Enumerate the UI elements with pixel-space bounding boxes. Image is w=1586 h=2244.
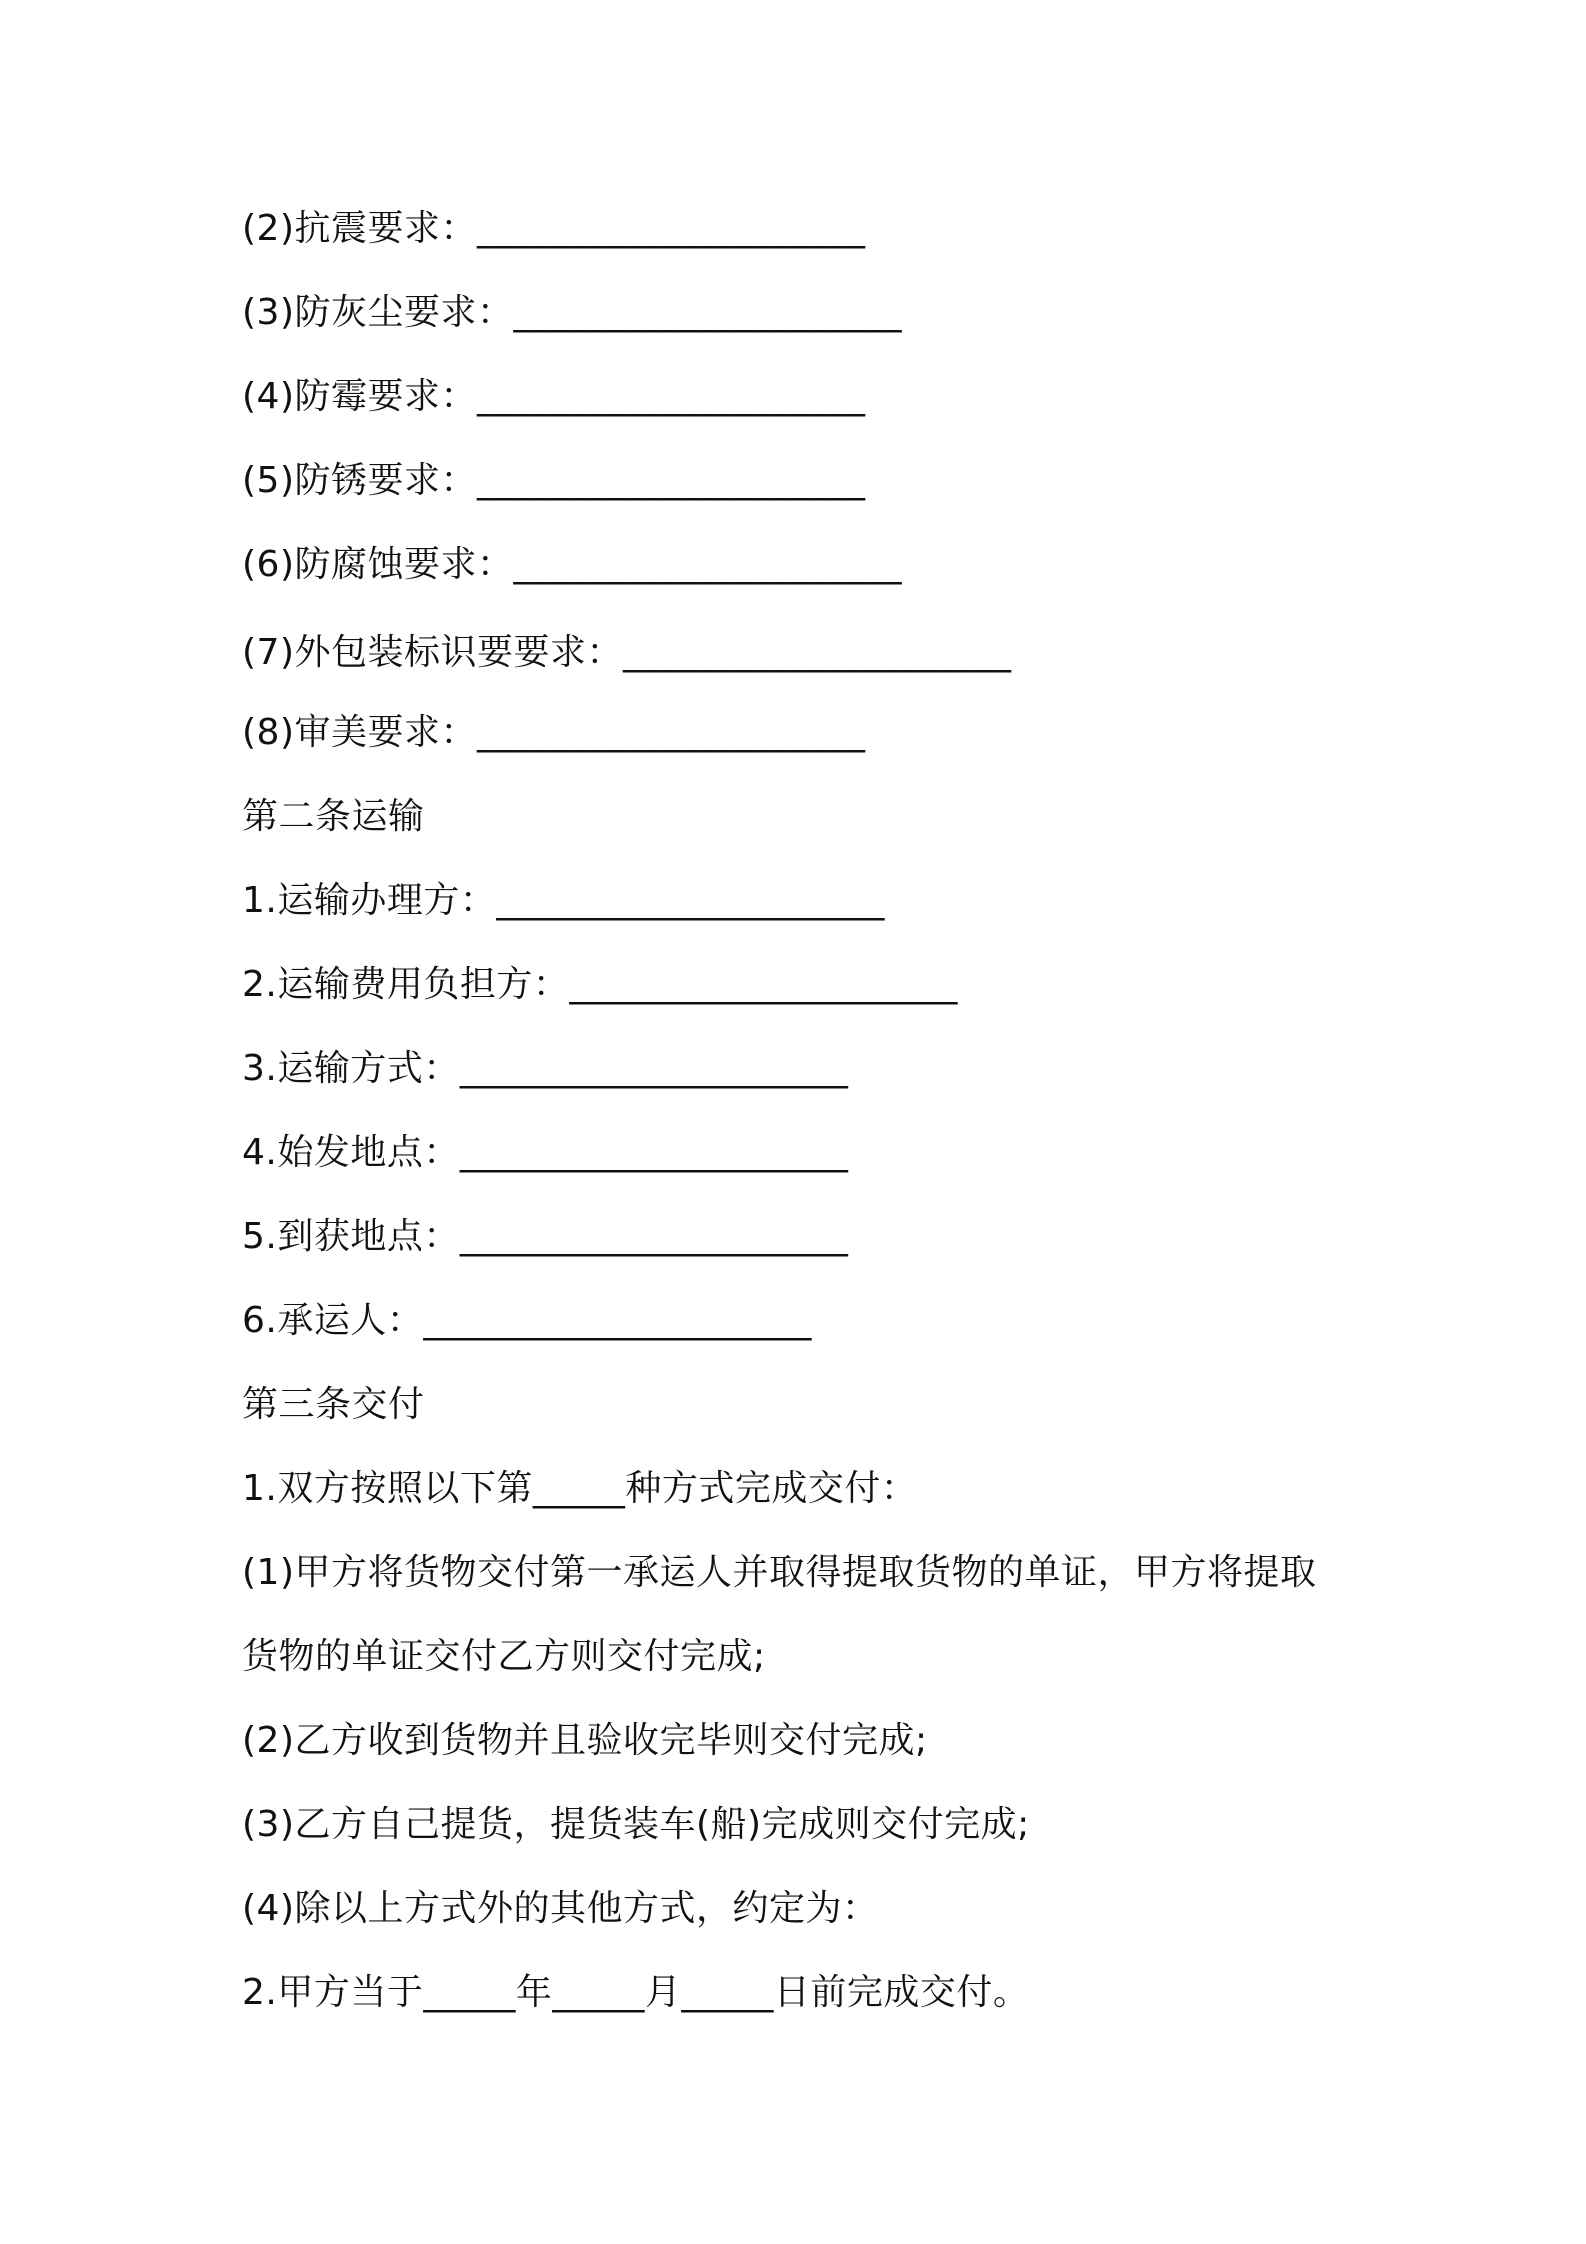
section-heading-transport: 第二条运输 [242,796,425,837]
line-carrier: 6.承运人：_____________________ [242,1300,812,1341]
line-rust-proof-requirement: (5)防锈要求：_____________________ [242,460,866,501]
line-delivery-option-3: (3)乙方自己提货，提货装车(船)完成则交付完成; [242,1804,1030,1845]
line-delivery-deadline: 2.甲方当于_____年_____月_____日前完成交付。 [242,1972,1030,2013]
line-delivery-method-choice: 1.双方按照以下第_____种方式完成交付： [242,1468,918,1509]
section-heading-delivery: 第三条交付 [242,1384,425,1425]
line-dust-proof-requirement: (3)防灰尘要求：_____________________ [242,292,902,333]
line-transport-cost-bearer: 2.运输费用负担方：_____________________ [242,964,958,1005]
line-anti-corrosion-requirement: (6)防腐蚀要求：_____________________ [242,544,902,585]
line-delivery-option-1-part-1: (1)甲方将货物交付第一承运人并取得提取货物的单证，甲方将提取 [242,1552,1317,1593]
line-transport-handler: 1.运输办理方：_____________________ [242,880,885,921]
line-transport-method: 3.运输方式：_____________________ [242,1048,849,1089]
line-mildew-proof-requirement: (4)防霉要求：_____________________ [242,376,866,417]
line-arrival-place: 5.到获地点：_____________________ [242,1216,849,1257]
line-aesthetic-requirement: (8)审美要求：_____________________ [242,712,866,753]
line-delivery-option-2: (2)乙方收到货物并且验收完毕则交付完成; [242,1720,928,1761]
line-outer-package-marking-requirement: (7)外包装标识要要求：_____________________ [242,632,1012,673]
line-delivery-option-4: (4)除以上方式外的其他方式，约定为： [242,1888,879,1929]
line-departure-place: 4.始发地点：_____________________ [242,1132,849,1173]
line-delivery-option-1-part-2: 货物的单证交付乙方则交付完成; [242,1636,766,1677]
line-anti-seismic-requirement: (2)抗震要求：_____________________ [242,208,866,249]
